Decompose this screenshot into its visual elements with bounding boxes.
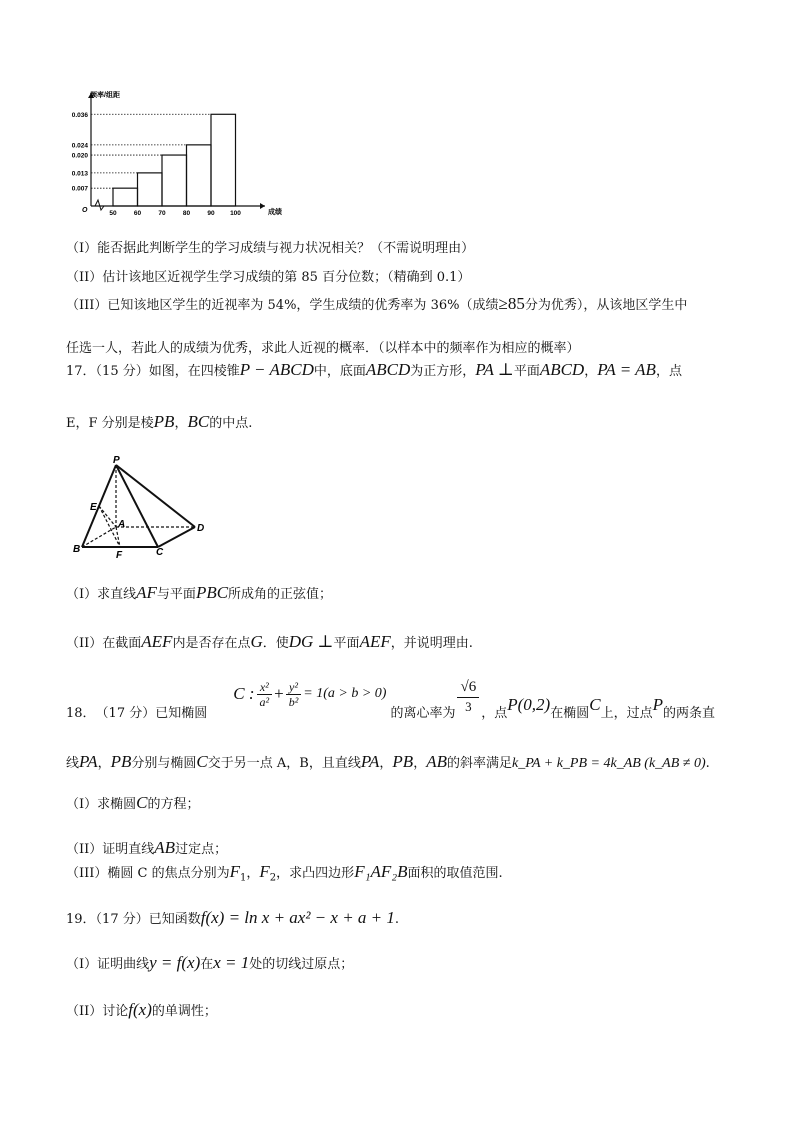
q18-f1-sub: 1 [240,872,247,884]
q17-i2c: ．使 [262,636,289,651]
q19-part1 [66,953,353,973]
q18-score: （17 分）已知椭圆 [95,705,208,721]
q17-i1a: （I）求直线 [66,587,137,602]
q18-part1 [66,793,200,813]
q16-part3-line2: 任选一人，若此人的成绩为优秀，求此人近视的概率．（以样本中的频率作为相应的概率） [66,341,580,356]
q18-i3c: ，求凸四边形 [276,866,355,881]
q17-part1 [66,583,332,603]
q17-cond1: PA ⊥ [475,360,514,379]
y-fraction [286,680,302,709]
q16-part3-line1 [66,294,687,314]
y-tick-label: 0.020 [71,152,88,160]
origin-label: O [82,207,88,214]
eccentricity-fraction [457,677,479,716]
q19-yfx: y = f(x) [149,953,201,972]
q17-pbc: PBC [195,583,229,602]
q17-dg: DG ⊥ [288,632,334,651]
q18-stem-line2: 线PA，PB分别与椭圆C交于另一点 A，B，且直线PA，PB，AB的斜率满足k_PA + k_PB = 4k_AB (k_AB ≠ 0). [66,752,710,771]
histogram-bar [211,114,236,206]
q18-stem-line1 [66,673,715,723]
histogram-bar [162,155,187,206]
q19-score: （17 分）已知函数 [95,912,201,927]
q18-i1a: （I）求椭圆 [66,797,137,812]
q17-aef2: AEF [359,632,391,651]
q17-stem-line1 [66,360,682,380]
label-A: A [118,519,126,530]
q18-part3 [66,862,503,884]
q18-quad: F₁AF₂B [354,862,408,881]
q18-l2c: 分别与椭圆 [131,756,197,771]
x-tick-label: 50 [109,210,117,217]
q17-i1b: 与平面 [156,587,196,602]
ellipse-rhs: = 1(a > b > 0) [303,686,387,701]
histogram-bar [187,145,212,206]
q19-i2b: 的单调性； [151,1004,217,1019]
q17-i2a: （II）在截面 [66,636,142,651]
label-F: F [116,550,123,561]
q18-i3b: ， [246,866,260,881]
q19-stem [66,908,399,928]
q17-t2: 为正方形， [410,364,476,379]
label-C: C [156,547,164,558]
x-tick-label: 100 [230,210,241,217]
q18-l2e: ， [379,756,393,771]
q19-fx2: f(x) [128,1000,152,1019]
histogram-axes [88,93,265,210]
q16-part3-text-a: （III）已知该地区学生的近视率为 54%，学生成绩的优秀率为 36%（成绩 [66,298,499,313]
q17-stem-line2 [66,412,252,432]
q18-f1: F [229,862,241,881]
y2: y² [286,680,301,695]
axis-break [95,200,104,210]
q18-part2 [66,838,227,858]
q16-geq: ≥ [498,294,508,313]
q18-f2: F [259,862,270,881]
q18-l2g: 的斜率满足 [447,756,513,771]
q18-slope: k_PA + k_PB = 4k_AB (k_AB ≠ 0) [512,756,706,771]
q17-l2b: ， [174,416,188,431]
q18-pa2: PA [360,752,380,771]
q18-ab: AB [426,752,447,771]
q19-part2 [66,1000,217,1020]
x-axis-arrow [260,203,265,209]
q19-function: f(x) = ln x + ax² − x + a + 1 [200,908,395,927]
q18-t4: 上，过点 [600,705,653,721]
q17-l2a: E，F 分别是棱 [66,416,154,431]
q18-l2a: 线 [66,756,80,771]
q19-i1b: 在 [200,957,214,972]
x-axis-label: 成绩 [268,209,282,216]
q18-i1b: 的方程； [147,797,200,812]
histogram-bar [138,173,163,206]
q17-l2c: 的中点. [209,416,253,431]
q17-score: （15 分）如图，在四棱锥 [95,364,240,379]
q17-i2e: ，并说明理由. [390,636,473,651]
q18-i3a: （III）椭圆 C 的焦点分别为 [66,866,230,881]
x-tick-label: 80 [182,210,191,217]
plus-sign: + [274,684,284,703]
q18-t5: 的两条直 [662,705,715,721]
q16-part1: （I）能否据此判断学生的学习成绩与视力状况相关？（不需说明理由） [66,241,475,256]
y-axis-label: 频率/组距 [90,92,120,99]
q18-l2d: 交于另一点 A，B，且直线 [207,756,361,771]
q17-pb: PB [153,412,175,431]
x-tick-label: 60 [133,210,142,217]
ellipse-equation [233,680,386,709]
q18-pa: PA [79,752,98,771]
q17-af: AF [136,583,157,602]
q17-base: ABCD [365,360,411,379]
q18-c-label: C : [233,684,255,703]
label-P: P [113,455,120,466]
q17-t3: 平面 [513,364,540,379]
q16-part2: （II）估计该地区近视学生学习成绩的第 85 百分位数；（精确到 0.1） [66,270,471,285]
q17-bc: BC [187,412,210,431]
q18-c: C [589,695,601,714]
q18-pb2: PB [392,752,414,771]
q16-85: 85 [507,294,525,313]
y-tick-label: 0.024 [71,142,88,150]
q18-t3: 在椭圆 [550,705,590,721]
b2: b² [288,694,299,709]
q19-end: . [394,912,400,927]
q17-pyramid: P − ABCD [239,360,314,379]
q18-p02: P(0,2) [507,695,551,714]
q19-number: 19． [66,912,96,927]
q17-number: 17． [66,364,96,379]
frequency-histogram [60,85,300,220]
q17-t1: 中，底面 [313,364,366,379]
q17-comma: ， [584,364,598,379]
q18-i2a: （II）证明直线 [66,842,155,857]
q18-f2-sub: 2 [269,872,277,884]
q19-x1: x = 1 [213,953,250,972]
q18-i3d: 面积的取值范围. [407,866,503,881]
x2: x² [257,680,272,695]
a2: a² [259,694,270,709]
q18-l2b: ， [97,756,111,771]
q18-ab2: AB [154,838,176,857]
histogram-bar [113,188,138,206]
q17-cond2: PA = AB [597,360,656,379]
x-fraction [256,680,272,709]
label-B: B [73,544,81,555]
q19-i2a: （II）讨论 [66,1004,129,1019]
q18-number: 18． [66,705,96,721]
q16-part3-text-b: 分为优秀），从该地区学生中 [524,298,688,313]
y-tick-label: 0.007 [71,185,88,193]
q19-i1a: （I）证明曲线 [66,957,150,972]
pyramid-figure [70,455,220,563]
x-tick-label: 70 [158,210,166,217]
q18-l2f: ， [413,756,427,771]
q17-plane1: ABCD [539,360,585,379]
y-tick-label: 0.036 [71,111,88,119]
q19-i1c: 处的切线过原点； [249,957,354,972]
label-D: D [197,523,205,534]
q18-t1: 的离心率为 [390,705,456,721]
q18-pb: PB [110,752,132,771]
q17-part2 [66,632,473,652]
q17-i2d: 平面 [333,636,360,651]
sqrt6: √6 [457,677,479,698]
q18-c2: C [196,752,208,771]
x-tick-label: 90 [207,210,215,217]
three: 3 [465,698,472,714]
q17-i1c: 所成角的正弦值； [228,587,333,602]
q18-p: P [652,695,663,714]
q17-g: G [250,632,263,651]
q17-i2b: 内是否存在点 [172,636,251,651]
q18-c3: C [136,793,148,812]
label-E: E [90,502,97,513]
y-tick-label: 0.013 [71,170,88,178]
q17-t4: ，点 [655,364,682,379]
q18-i2b: 过定点； [175,842,228,857]
q17-aef: AEF [141,632,173,651]
q18-t2: ，点 [481,705,508,721]
